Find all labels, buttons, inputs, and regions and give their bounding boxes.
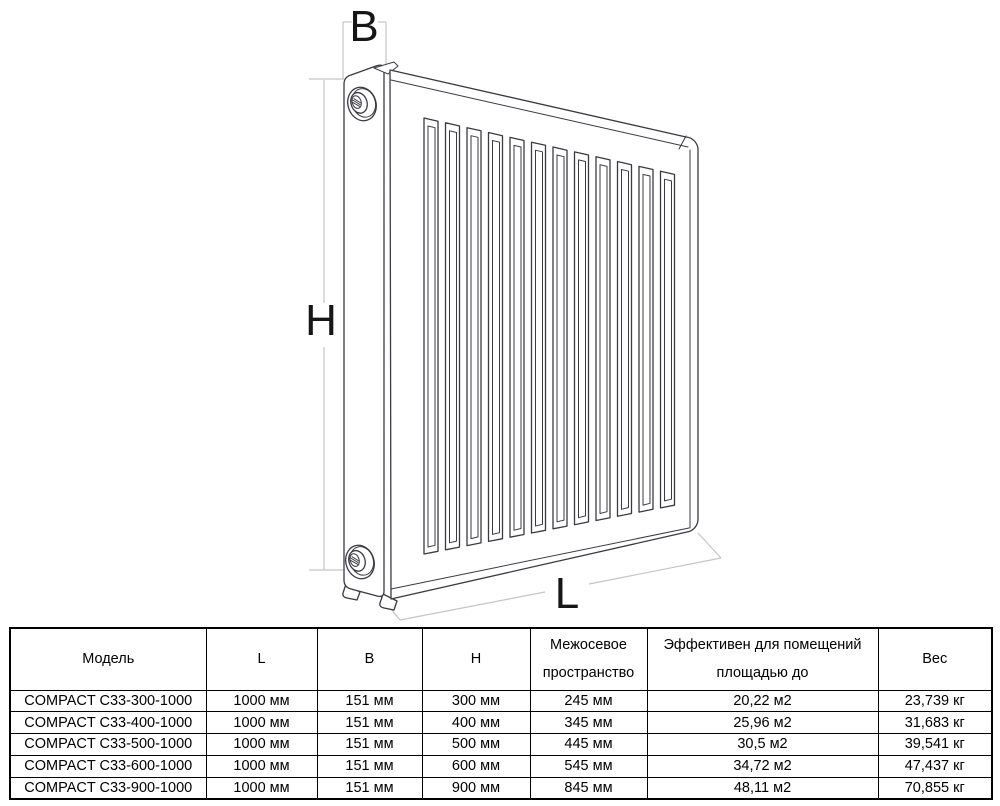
table-cell: COMPACT C33-900-1000 xyxy=(10,777,206,799)
table-cell: 39,541 кг xyxy=(878,734,992,756)
table-cell: 1000 мм xyxy=(206,734,317,756)
table-header-row xyxy=(10,628,992,690)
table-cell: 400 мм xyxy=(422,712,530,734)
table-cell: 20,22 м2 xyxy=(647,690,878,712)
table-cell: 345 мм xyxy=(530,712,647,734)
table-cell: 600 мм xyxy=(422,755,530,777)
table-cell: 23,739 кг xyxy=(878,690,992,712)
table-cell: 900 мм xyxy=(422,777,530,799)
table-cell: 1000 мм xyxy=(206,755,317,777)
radiator-side-panel xyxy=(344,65,384,596)
col-header-effective-area: Эффективен для помещений площадью до xyxy=(647,628,878,690)
col-header-length: L xyxy=(206,628,317,690)
table-row xyxy=(10,777,992,799)
col-header-model: Модель xyxy=(10,628,206,690)
table-cell: COMPACT C33-400-1000 xyxy=(10,712,206,734)
table-cell: 300 мм xyxy=(422,690,530,712)
spec-table xyxy=(9,627,993,800)
table-cell: 151 мм xyxy=(317,777,422,799)
table-cell: 30,5 м2 xyxy=(647,734,878,756)
radiator-body xyxy=(341,62,698,610)
col-header-depth: B xyxy=(317,628,422,690)
table-cell: 151 мм xyxy=(317,755,422,777)
table-cell: 1000 мм xyxy=(206,777,317,799)
table-cell: 545 мм xyxy=(530,755,647,777)
table-row xyxy=(10,755,992,777)
dim-label-height: H xyxy=(305,296,337,345)
col-header-axle-spacing: Межосевое пространство xyxy=(530,628,647,690)
table-cell: 70,855 кг xyxy=(878,777,992,799)
table-cell: 445 мм xyxy=(530,734,647,756)
table-cell: 845 мм xyxy=(530,777,647,799)
table-cell: 500 мм xyxy=(422,734,530,756)
table-cell: 47,437 кг xyxy=(878,755,992,777)
table-cell: 1000 мм xyxy=(206,690,317,712)
table-cell: 48,11 м2 xyxy=(647,777,878,799)
table-cell: 151 мм xyxy=(317,690,422,712)
table-row xyxy=(10,734,992,756)
table-row xyxy=(10,712,992,734)
table-cell: COMPACT C33-500-1000 xyxy=(10,734,206,756)
table-cell: 245 мм xyxy=(530,690,647,712)
table-cell: 1000 мм xyxy=(206,712,317,734)
dim-label-depth: B xyxy=(349,2,379,51)
table-cell: 31,683 кг xyxy=(878,712,992,734)
table-cell: COMPACT C33-600-1000 xyxy=(10,755,206,777)
table-cell: 151 мм xyxy=(317,734,422,756)
table-cell: 34,72 м2 xyxy=(647,755,878,777)
table-cell: COMPACT C33-300-1000 xyxy=(10,690,206,712)
table-row xyxy=(10,690,992,712)
table-cell: 25,96 м2 xyxy=(647,712,878,734)
dim-label-length: L xyxy=(554,569,580,618)
col-header-height: H xyxy=(422,628,530,690)
col-header-weight: Вес xyxy=(878,628,992,690)
table-cell: 151 мм xyxy=(317,712,422,734)
